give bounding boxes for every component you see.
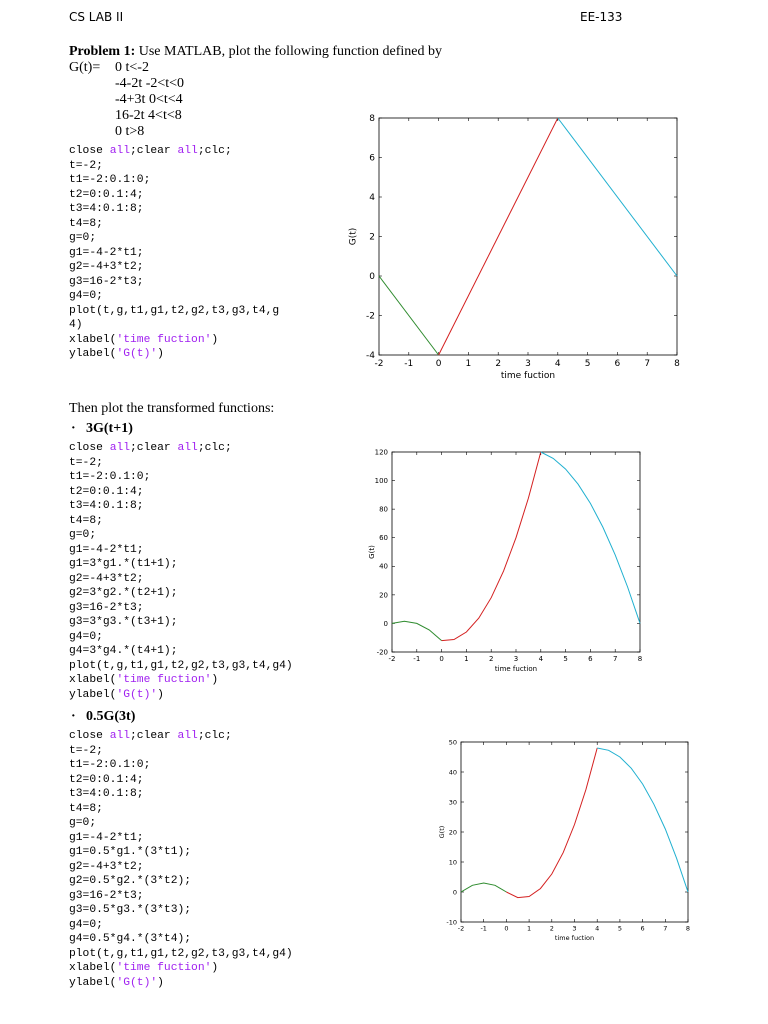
- y-tick-label: -2: [366, 311, 375, 322]
- code-line: [69, 816, 293, 831]
- y-tick-label: 8: [369, 114, 375, 125]
- y-tick-label: -4: [366, 351, 375, 362]
- x-tick-label: 5: [563, 655, 568, 663]
- series-line-3: [558, 118, 677, 276]
- code-line: [69, 514, 293, 529]
- x-tick-label: 0: [504, 924, 509, 933]
- code-line: [69, 159, 279, 174]
- code-line: [69, 333, 279, 348]
- code-keyword: all: [109, 145, 131, 157]
- plot-frame: [392, 452, 640, 652]
- section-bullet-3: ·: [71, 709, 76, 724]
- x-tick-label: 8: [637, 655, 643, 663]
- chart-g-t: [337, 110, 687, 385]
- y-tick-label: 20: [379, 591, 388, 600]
- code-block-3: [69, 729, 293, 990]
- code-text: ;clear: [130, 145, 178, 157]
- section-title-3: 0.5G(3t): [86, 709, 136, 724]
- code-keyword: 'time fuction': [116, 674, 212, 686]
- code-text: g2=3*g2.*(t2+1);: [69, 587, 178, 599]
- x-tick-label: 4: [595, 924, 600, 933]
- x-tick-label: 2: [549, 924, 554, 933]
- code-text: t3=4:0.1:8;: [69, 500, 144, 512]
- y-tick-label: 0: [369, 272, 375, 283]
- code-text: g3=3*g3.*(t3+1);: [69, 616, 178, 628]
- code-text: g1=-4-2*t1;: [69, 831, 144, 844]
- x-axis-label: time fuction: [554, 934, 595, 942]
- y-axis-label: G(t): [367, 545, 376, 559]
- x-tick-label: -1: [480, 924, 487, 933]
- course-code: EE-133: [580, 10, 623, 24]
- series-line-2: [442, 452, 541, 641]
- code-text: g3=16-2*t3;: [69, 275, 144, 288]
- code-text: g1=-4-2*t1;: [69, 246, 144, 259]
- code-line: [69, 202, 279, 217]
- code-text: g3=16-2*t3;: [69, 601, 144, 614]
- code-line: [69, 874, 293, 889]
- x-tick-label: 5: [584, 359, 591, 369]
- y-tick-label: 50: [448, 738, 457, 747]
- x-tick-label: 2: [488, 655, 494, 663]
- code-text: close: [69, 730, 110, 742]
- code-text: plot(t,g,t1,g1,t2,g2,t3,g3,t4,g4): [69, 659, 293, 672]
- x-tick-label: 6: [588, 655, 593, 663]
- code-text: ): [157, 348, 164, 360]
- x-tick-label: 2: [495, 359, 502, 369]
- code-text: t4=8;: [69, 514, 103, 527]
- code-text: g2=-4+3*t2;: [69, 261, 144, 273]
- code-line: [69, 260, 279, 275]
- x-tick-label: 4: [554, 359, 561, 369]
- x-tick-label: 0: [439, 655, 444, 663]
- code-line: [69, 601, 293, 616]
- code-text: xlabel(: [69, 333, 117, 346]
- code-line: [69, 976, 293, 991]
- code-text: t1=-2:0.1:0;: [69, 174, 151, 186]
- code-text: t3=4:0.1:8;: [69, 788, 144, 800]
- series-line-3: [541, 452, 640, 623]
- code-text: t1=-2:0.1:0;: [69, 471, 151, 483]
- code-text: g3=0.5*g3.*(3*t3);: [69, 904, 192, 916]
- code-text: t=-2;: [69, 744, 103, 757]
- function-name: G(t)=: [69, 60, 101, 75]
- y-axis-label: G(t): [348, 227, 359, 246]
- code-line: [69, 217, 279, 232]
- code-text: g4=3*g4.*(t4+1);: [69, 645, 178, 657]
- code-keyword: all: [177, 730, 198, 742]
- code-text: g4=0;: [69, 918, 103, 931]
- code-text: g1=-4-2*t1;: [69, 543, 144, 556]
- code-keyword: all: [177, 442, 198, 454]
- code-line: [69, 860, 293, 875]
- y-tick-label: 80: [379, 505, 388, 514]
- code-text: t4=8;: [69, 802, 103, 815]
- code-text: ;clear: [130, 442, 178, 454]
- code-block-1: [69, 144, 279, 362]
- code-line: [69, 304, 279, 319]
- x-tick-label: 7: [663, 924, 668, 933]
- code-text: t2=0:0.1:4;: [69, 485, 144, 498]
- code-line: [69, 630, 293, 645]
- x-tick-label: 1: [464, 655, 469, 663]
- x-tick-label: -2: [374, 359, 384, 369]
- x-tick-label: 7: [612, 655, 618, 663]
- code-line: [69, 318, 279, 333]
- y-tick-label: 6: [369, 153, 375, 164]
- code-text: g4=0;: [69, 630, 103, 643]
- x-tick-label: 7: [644, 359, 651, 369]
- y-tick-label: 20: [448, 828, 457, 837]
- series-line-1: [461, 883, 506, 892]
- x-tick-label: -2: [457, 924, 465, 933]
- code-keyword: 'G(t)': [116, 976, 158, 989]
- code-line: [69, 586, 293, 601]
- code-line: [69, 802, 293, 817]
- code-keyword: 'time fuction': [116, 962, 212, 974]
- y-tick-label: -10: [446, 918, 457, 927]
- y-tick-label: 120: [374, 448, 388, 457]
- x-tick-label: 5: [617, 924, 622, 933]
- code-keyword: 'time fuction': [116, 333, 212, 346]
- y-tick-label: 0: [452, 888, 457, 897]
- code-line: [69, 188, 279, 203]
- code-line: [69, 441, 293, 456]
- y-tick-label: 60: [379, 534, 388, 543]
- plot-frame: [461, 742, 688, 922]
- x-tick-label: 1: [527, 924, 532, 933]
- code-keyword: 'G(t)': [116, 348, 158, 360]
- code-line: [69, 275, 279, 290]
- code-text: 4): [69, 319, 83, 331]
- code-text: plot(t,g,t1,g1,t2,g2,t3,g3,t4,g4): [69, 947, 293, 960]
- code-line: [69, 485, 293, 500]
- series-line-2: [506, 748, 597, 898]
- case-4: 16-2t 4<t<8: [115, 108, 182, 123]
- x-axis-label: time fuction: [500, 371, 556, 381]
- chart-half-g-3t: [432, 734, 700, 946]
- code-line: [69, 456, 293, 471]
- code-line: [69, 572, 293, 587]
- transform-intro: Then plot the transformed functions:: [69, 401, 275, 416]
- code-text: ): [157, 688, 164, 701]
- code-text: g=0;: [69, 817, 97, 829]
- y-tick-label: 0: [383, 619, 388, 628]
- code-text: ylabel(: [69, 688, 117, 701]
- code-line: [69, 173, 279, 188]
- code-line: [69, 615, 293, 630]
- problem-statement: [69, 44, 442, 60]
- code-keyword: all: [109, 442, 131, 454]
- problem-label: Problem 1:: [69, 44, 136, 59]
- code-line: [69, 347, 279, 362]
- plot-frame: [379, 118, 677, 355]
- code-line: [69, 557, 293, 572]
- code-text: ;clc;: [197, 442, 232, 454]
- code-text: xlabel(: [69, 962, 117, 974]
- code-text: g2=0.5*g2.*(3*t2);: [69, 875, 192, 887]
- code-line: [69, 528, 293, 543]
- case-2: -4-2t -2<t<0: [115, 76, 185, 91]
- code-line: [69, 947, 293, 962]
- x-tick-label: 3: [572, 924, 577, 933]
- case-1: 0 t<-2: [115, 60, 149, 75]
- code-text: t1=-2:0.1:0;: [69, 759, 151, 771]
- code-line: [69, 787, 293, 802]
- piecewise-cases: [115, 60, 184, 140]
- series-line-1: [392, 621, 442, 640]
- code-text: ): [211, 962, 219, 974]
- code-line: [69, 543, 293, 558]
- code-line: [69, 932, 293, 947]
- code-text: close: [69, 145, 110, 157]
- x-tick-label: -1: [404, 359, 414, 369]
- code-keyword: 'G(t)': [116, 688, 158, 701]
- code-text: t3=4:0.1:8;: [69, 203, 144, 215]
- code-text: ): [211, 333, 219, 346]
- code-line: [69, 918, 293, 933]
- y-tick-label: 2: [369, 232, 375, 243]
- x-tick-label: 3: [513, 655, 519, 663]
- code-text: plot(t,g,t1,g1,t2,g2,t3,g3,t4,g: [69, 304, 280, 317]
- code-text: ): [211, 674, 219, 686]
- code-line: [69, 499, 293, 514]
- code-text: ;clc;: [197, 145, 232, 157]
- code-text: g4=0.5*g4.*(3*t4);: [69, 933, 192, 945]
- code-line: [69, 773, 293, 788]
- x-tick-label: -1: [413, 655, 421, 663]
- x-tick-label: 6: [640, 924, 645, 933]
- x-tick-label: 8: [685, 924, 691, 933]
- code-line: [69, 470, 293, 485]
- x-tick-label: 0: [435, 359, 442, 369]
- code-text: ;clear: [130, 730, 178, 742]
- series-line-3: [597, 748, 688, 892]
- code-line: [69, 831, 293, 846]
- code-text: ylabel(: [69, 348, 117, 360]
- code-line: [69, 845, 293, 860]
- code-text: ;clc;: [197, 730, 232, 742]
- y-tick-label: 100: [374, 477, 388, 486]
- code-line: [69, 144, 279, 159]
- y-axis-label: G(t): [438, 825, 447, 839]
- code-line: [69, 903, 293, 918]
- code-text: g1=0.5*g1.*(3*t1);: [69, 846, 192, 858]
- code-keyword: all: [177, 145, 198, 157]
- case-3: -4+3t 0<t<4: [115, 92, 183, 107]
- code-text: g2=-4+3*t2;: [69, 860, 144, 873]
- x-tick-label: 8: [674, 359, 680, 369]
- section-title-2: 3G(t+1): [86, 421, 133, 436]
- code-text: g2=-4+3*t2;: [69, 572, 144, 585]
- code-text: t2=0:0.1:4;: [69, 773, 144, 786]
- course-title: CS LAB II: [69, 10, 124, 24]
- code-line: [69, 231, 279, 246]
- code-line: [69, 961, 293, 976]
- code-text: g4=0;: [69, 290, 103, 302]
- series-line-2: [439, 118, 558, 355]
- code-line: [69, 889, 293, 904]
- code-text: ylabel(: [69, 976, 117, 989]
- code-text: g3=16-2*t3;: [69, 889, 144, 902]
- code-keyword: all: [109, 730, 131, 742]
- x-tick-label: 6: [614, 359, 621, 369]
- series-line-1: [379, 276, 439, 355]
- code-line: [69, 659, 293, 674]
- code-text: close: [69, 442, 110, 454]
- x-tick-label: -2: [388, 655, 396, 663]
- y-tick-label: 40: [448, 768, 457, 777]
- code-text: g1=3*g1.*(t1+1);: [69, 558, 178, 570]
- x-axis-label: time fuction: [494, 665, 538, 672]
- code-text: t=-2;: [69, 159, 103, 172]
- code-line: [69, 673, 293, 688]
- code-line: [69, 644, 293, 659]
- code-text: t2=0:0.1:4;: [69, 188, 144, 201]
- code-line: [69, 246, 279, 261]
- y-tick-label: -20: [376, 648, 388, 657]
- code-line: [69, 729, 293, 744]
- code-text: g=0;: [69, 232, 97, 244]
- code-text: t4=8;: [69, 217, 103, 230]
- x-tick-label: 4: [538, 655, 544, 663]
- x-tick-label: 3: [525, 359, 531, 369]
- case-5: 0 t>8: [115, 124, 145, 139]
- code-block-2: [69, 441, 293, 702]
- y-tick-label: 10: [448, 858, 457, 867]
- code-line: [69, 744, 293, 759]
- code-text: ): [157, 976, 164, 989]
- code-line: [69, 758, 293, 773]
- y-tick-label: 4: [369, 193, 375, 204]
- code-line: [69, 688, 293, 703]
- y-tick-label: 30: [448, 798, 457, 807]
- section-bullet-2: ·: [71, 421, 76, 436]
- code-line: [69, 289, 279, 304]
- problem-text: Use MATLAB, plot the following function defined by: [135, 44, 443, 59]
- chart-3g-t-plus-1: [355, 442, 650, 672]
- code-text: xlabel(: [69, 674, 117, 686]
- code-text: t=-2;: [69, 456, 103, 469]
- x-tick-label: 1: [465, 359, 472, 369]
- y-tick-label: 40: [379, 562, 388, 571]
- code-text: g=0;: [69, 529, 97, 541]
